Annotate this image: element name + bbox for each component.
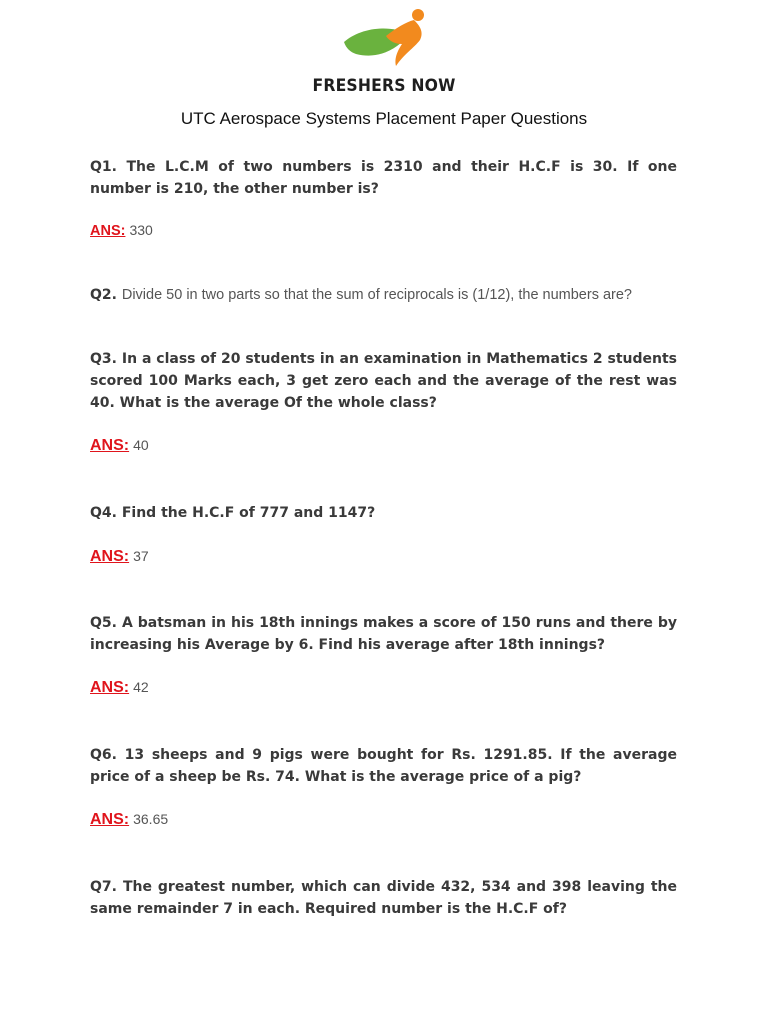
question-4 <box>90 502 677 524</box>
answer-value: 42 <box>133 679 149 695</box>
answer-label: ANS: <box>90 437 130 454</box>
question-number: Q5. <box>90 615 117 631</box>
answer-value: 330 <box>129 222 153 238</box>
question-text: Find the H.C.F of 777 and 1147? <box>121 505 376 521</box>
answer-label: ANS: <box>90 811 130 828</box>
question-number: Q3. <box>90 351 117 367</box>
answer-6 <box>90 811 168 829</box>
page-title: UTC Aerospace Systems Placement Paper Questions <box>180 109 588 128</box>
question-number: Q1. <box>90 159 117 175</box>
answer-1 <box>90 222 153 239</box>
answer-3 <box>90 437 149 455</box>
question-5 <box>90 612 677 656</box>
question-text: The L.C.M of two numbers is 2310 and their H.C.F is 30. If one number is 210, the other number is? <box>90 159 677 197</box>
question-text: In a class of 20 students in an examination in Mathematics 2 students scored 100 Marks each, 3 get zero each and the average of the rest was 40. What is the average Of the whole class? <box>90 351 677 411</box>
answer-label: ANS: <box>90 223 126 239</box>
question-6 <box>90 744 677 788</box>
answer-label: ANS: <box>90 548 130 565</box>
question-number: Q6. <box>90 747 117 763</box>
question-number: Q4. <box>90 505 117 521</box>
question-number: Q2. <box>90 287 117 303</box>
answer-5 <box>90 679 149 697</box>
question-7 <box>90 876 677 920</box>
answer-label: ANS: <box>90 679 130 696</box>
logo-orange-head <box>412 9 424 21</box>
question-text: 13 sheeps and 9 pigs were bought for Rs. 1291.85. If the average price of a sheep be Rs. 74. What is the average price of a pig? <box>90 747 677 785</box>
question-text: The greatest number, which can divide 432, 534 and 398 leaving the same remainder 7 in each. Required number is the H.C.F of? <box>90 879 677 917</box>
question-text: Divide 50 in two parts so that the sum of reciprocals is (1/12), the numbers are? <box>121 287 632 303</box>
question-text: A batsman in his 18th innings makes a score of 150 runs and there by increasing his Average by 6. Find his average after 18th innings? <box>90 615 678 653</box>
question-1 <box>90 156 677 200</box>
freshers-now-logo <box>340 8 436 72</box>
question-2 <box>90 284 677 306</box>
answer-value: 36.65 <box>133 811 169 827</box>
answer-value: 40 <box>133 437 149 453</box>
answer-4 <box>90 548 149 566</box>
question-3 <box>90 348 677 414</box>
answer-value: 37 <box>133 548 149 564</box>
brand-name: FRESHERS NOW <box>312 76 456 96</box>
question-number: Q7. <box>90 879 117 895</box>
